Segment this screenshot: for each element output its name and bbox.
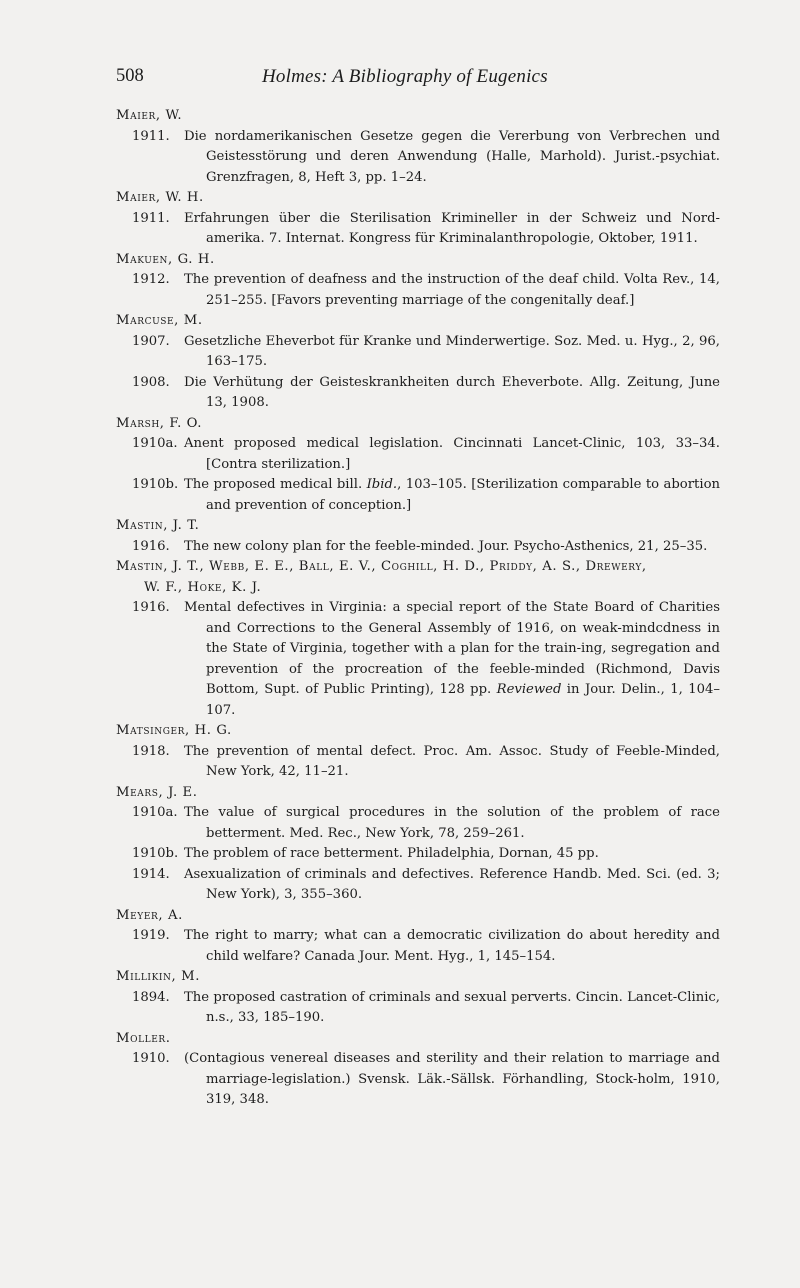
reference-text: Mental defectives in Virginia: a special report of the State Board of Charities and Corrections to the General Assembly of 1916, on weak-mindcdness in the State of Virginia, together with a plan for the train-ing, segregation and prevention of the procreation of the feeble-minded (Richmond, Davis Bottom, Supt. of Public Printing), 128 pp. Reviewed in Jour. Delin., 1, 104–107. [184,600,720,718]
reference-text: The prevention of deafness and the instruction of the deaf child. Volta Rev., 14, 251–255. [Favors preventing marriage of the congenitally deaf.] [184,272,720,308]
reference [116,865,720,906]
entry-author: Matsinger, H. G. [116,723,232,738]
bibliography-entry [116,311,720,414]
entry-author: Makuen, G. H. [116,251,215,267]
reference [116,598,720,721]
reference-year: 1910. [132,1051,170,1066]
page-number: 508 [116,66,144,86]
reference-text: Gesetzliche Eheverbot für Kranke und Minderwertige. Soz. Med. u. Hyg., 2, 96, 163–175. [184,333,720,369]
reference [116,844,720,865]
bibliography-entry [116,414,720,517]
reference [116,803,720,844]
bibliography-entry [116,967,720,1029]
reference-text: (Contagious venereal diseases and sterility and their relation to marriage and marriage-legislation.) Svensk. Läk.-Sällsk. Förhandling, Stock-holm, 1910, 319, 348. [184,1051,720,1107]
entry-author: Mastin, J. T., Webb, E. E., Ball, E. V., Coghill, H. D., Priddy, A. S., Drewery, [116,559,647,574]
bibliography-entry [116,721,720,783]
bibliography-entry [116,106,720,188]
reference-text: The proposed medical bill. Ibid., 103–105. [Sterilization comparable to abortion and prevention of conception.] [184,477,721,513]
reference-year: 1918. [132,743,170,759]
reference-year: 1911. [132,128,170,144]
reference [116,434,720,475]
bibliography-entry [116,516,720,557]
reference-year: 1910b. [132,477,179,492]
reference [116,926,720,967]
reference [116,332,720,373]
reference-text: The value of surgical procedures in the solution of the problem of race betterment. Med. Rec., New York, 78, 259–261. [184,805,720,841]
bibliography-entry [116,188,720,250]
bibliography-entry [116,783,720,906]
reference-text: The proposed castration of criminals and sexual perverts. Cincin. Lancet-Clinic, n.s., 33, 185–190. [184,989,720,1025]
reference [116,475,720,516]
reference-year: 1916. [132,600,170,615]
reference-text: The prevention of mental defect. Proc. Am. Assoc. Study of Feeble-Minded, New York, 42, 11–21. [184,743,720,779]
reference [116,742,720,783]
reference [116,988,720,1029]
reference-text: Asexualization of criminals and defectives. Reference Handb. Med. Sci. (ed. 3; New York), 3, 355–360. [184,866,720,902]
entry-author: Mastin, J. T. [116,518,200,533]
reference [116,270,720,311]
reference-year: 1910a. [132,805,178,820]
reference-text: Erfahrungen über die Sterilisation Krimineller in der Schweiz und Nord-amerika. 7. Internat. Kongress für Kriminalanthropologie, Oktober, 1911. [184,210,720,246]
reference-text: Anent proposed medical legislation. Cincinnati Lancet-Clinic, 103, 33–34. [Contra sterilization.] [184,436,720,472]
reference-text: Die nordamerikanischen Gesetze gegen die Vererbung von Verbrechen und Geistesstörung und deren Anwendung (Halle, Marhold). Jurist.-psychiat. Grenzfragen, 8, Heft 3, pp. 1–24. [184,128,720,185]
bibliography-entry [116,250,720,312]
bibliography-entry [116,906,720,968]
entry-author: Meyer, A. [116,907,183,923]
reference-year: 1907. [132,333,170,349]
reference-text: The right to marry; what can a democratic civilization do about heredity and child welfare? Canada Jour. Ment. Hyg., 1, 145–154. [184,928,720,964]
reference-year: 1910b. [132,846,179,861]
reference-year: 1916. [132,538,170,554]
reference [116,1049,720,1111]
reference [116,537,720,558]
reference-year: 1911. [132,210,170,226]
reference-text: The problem of race betterment. Philadelphia, Dornan, 45 pp. [184,846,599,861]
entry-author-continued: W. F., Hoke, K. J. [144,579,262,595]
reference-text: The new colony plan for the feeble-minded. Jour. Psycho-Asthenics, 21, 25–35. [184,538,708,554]
entry-author: Mears, J. E. [116,784,198,800]
reference-year: 1912. [132,272,170,287]
bibliography-entries [116,106,720,1111]
reference-text: Die Verhütung der Geisteskrankheiten durch Eheverbote. Allg. Zeitung, June 13, 1908. [184,374,720,410]
entry-author: Maier, W. [116,108,183,123]
entry-author: Moller. [116,1030,171,1046]
reference [116,209,720,250]
entry-author: Millikin, M. [116,969,200,984]
reference [116,373,720,414]
entry-author: Marcuse, M. [116,313,203,328]
entry-author: Marsh, F. O. [116,415,203,431]
reference [116,127,720,189]
bibliography-entry [116,557,720,721]
reference-year: 1919. [132,928,170,943]
running-title: Holmes: A Bibliography of Eugenics [262,66,548,87]
reference-year: 1908. [132,374,170,390]
page-header [116,66,716,94]
bibliography-entry [116,1029,720,1111]
reference-year: 1914. [132,866,170,882]
entry-author: Maier, W. H. [116,190,204,205]
reference-year: 1910a. [132,436,178,451]
reference-year: 1894. [132,989,170,1005]
